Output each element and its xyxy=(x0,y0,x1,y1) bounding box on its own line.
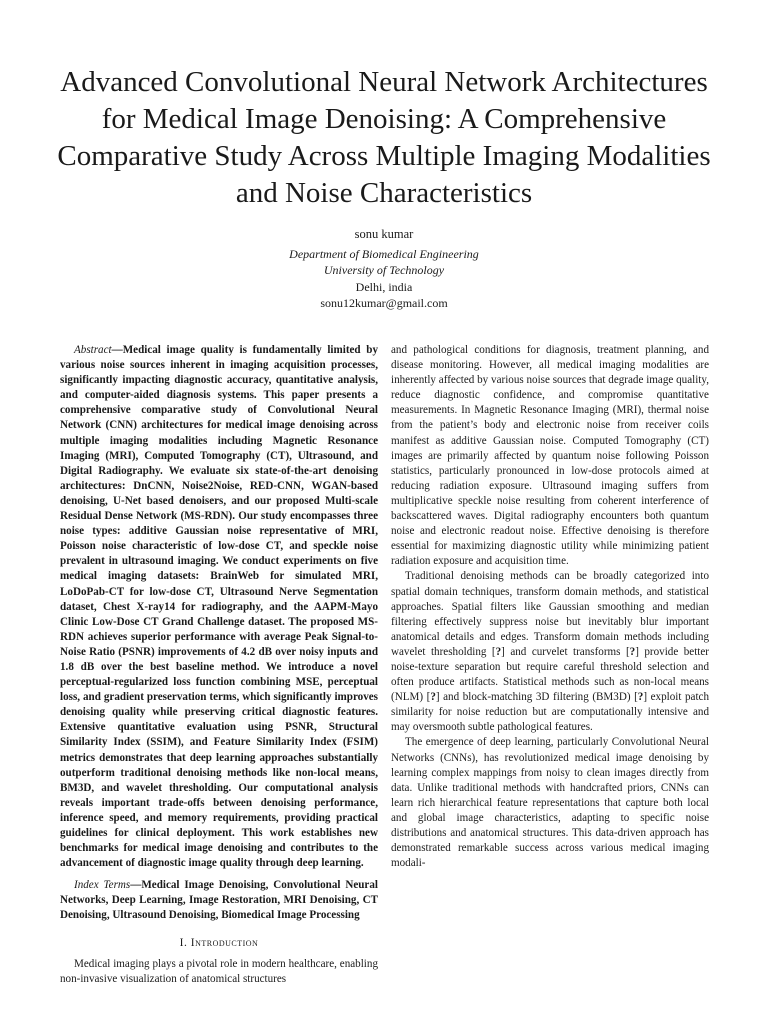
para2-text-d: ] and block-matching 3D filtering (BM3D) [ xyxy=(435,691,638,704)
intro-paragraph-1: Medical imaging plays a pivotal role in modern healthcare, enabling non-invasive visualization of anatomical structures xyxy=(60,957,378,985)
author-department: Department of Biomedical Engineering xyxy=(289,246,479,261)
abstract-label: Abstract xyxy=(74,344,112,356)
index-terms-text: —Medical Image Denoising, Convolutional Neural Networks, Deep Learning, Image Restoration, MRI Denoising, CT Denoising, Ultrasound Denoising, Biomedical Image Processing xyxy=(60,879,378,922)
section-title: Introduction xyxy=(190,936,259,949)
author-email[interactable]: sonu12kumar@gmail.com xyxy=(320,296,448,310)
left-column xyxy=(60,343,378,987)
intro-paragraph-1-continued: and pathological conditions for diagnosis, treatment planning, and disease monitoring. However, all medical imaging modalities are inherently affected by various noise sources that degrade image quality, reduce diagnostic confidence, and compromise quantitative measurements. In Magnetic Resonance Imaging (MRI), thermal noise from the patient’s body and electronic noise from receiver coils manifest as additive Gaussian noise. Computed Tomography (CT) images are primarily affected by quantum noise following Poisson statistics, particularly pronounced in low-dose protocols aimed at reducing radiation exposure. Ultrasound imaging suffers from multiplicative speckle noise resulting from coherent interference of backscattered waves. Digital radiography encounters both quantum noise and electronic readout noise. Effective denoising is therefore essential for maximizing diagnostic utility while minimizing patient radiation exposure and acquisition time. xyxy=(391,344,709,568)
para2-text-b: ] and curvelet transforms [ xyxy=(501,645,630,658)
author-block xyxy=(0,226,768,312)
right-column xyxy=(391,343,709,871)
para2-text-a: Traditional denoising methods can be broadly categorized into spatial domain techniques, transform domain methods, and statistical approaches. Spatial filters like Gaussian smoothing and median filtering effectively suppress noise but inevitably blur important anatomical details and edges. Transform domain methods including wavelet thresholding [ xyxy=(391,570,709,658)
author-location: Delhi, india xyxy=(355,279,413,294)
paper-title: Advanced Convolutional Neural Network Architectures for Medical Image Denoising: A Comprehensive Comparative Study Across Multiple Imaging Modalities and Noise Characteristics xyxy=(57,66,711,209)
index-terms-label: Index Terms xyxy=(74,879,131,892)
author-name: sonu kumar xyxy=(354,227,414,241)
abstract-text: —Medical image quality is fundamentally limited by various noise sources inherent in imaging acquisition processes, significantly impacting diagnostic accuracy, quantitative analysis, and computer-aided diagnosis systems. This paper presents a comprehensive comparative study of Convolutional Neural Network (CNN) architectures for medical image denoising across multiple imaging modalities including Magnetic Resonance Imaging (MRI), Computed Tomography (CT), Ultrasound, and Digital Radiography. We evaluate six state-of-the-art denoising architectures: DnCNN, Noise2Noise, RED-CNN, WGAN-based denoising, U-Net based denoisers, and our proposed Multi-scale Residual Dense Network (MS-RDN). Our study encompasses three noise types: additive Gaussian noise representative of MRI, Poisson noise characteristic of low-dose CT, and speckle noise prevalent in ultrasound imaging. We conduct experiments on five medical imaging datasets: BrainWeb for simulated MRI, LoDoPab-CT for low-dose CT, Ultrasound Nerve Segmentation dataset, Chest X-ray14 for radiography, and the AAPM-Mayo Clinic Low-Dose CT Grand Challenge dataset. The proposed MS-RDN achieves superior performance with average Peak Signal-to-Noise Ratio (PSNR) improvements of 4.2 dB over noisy inputs and 1.8 dB over the best baseline method. We introduce a novel perceptual-regularized loss function combining MSE, perceptual loss, and gradient preservation terms, which significantly improves denoising quality while preserving critical diagnostic features. Extensive quantitative evaluation using PSNR, Structural Similarity Index (SSIM), and Feature Similarity Index (FSIM) metrics demonstrates that deep learning approaches substantially outperform traditional denoising methods like non-local means, BM3D, and wavelet thresholding. Our computational analysis reveals important trade-offs between denoising performance, inference speed, and memory requirements, providing practical guidelines for clinical deployment. This work establishes new benchmarks for medical image denoising and contributes to the advancement of diagnostic image quality through deep learning. xyxy=(60,344,378,870)
para2-text-c: ] provide better noise-texture separation but require careful threshold selection and often produce artifacts. Statistical methods such as non-local means (NLM) [ xyxy=(391,645,709,704)
section-number: I. xyxy=(179,936,188,949)
intro-paragraph-3: The emergence of deep learning, particularly Convolutional Neural Networks (CNNs), has revolutionized medical image denoising by learning complex mappings from noisy to clean images directly from data. Unlike traditional methods with handcrafted priors, CNNs can learn rich hierarchical feature representations that capture both local and global image characteristics, adapting to specific noise distributions and anatomical structures. This data-driven approach has demonstrated remarkable success across various medical imaging modali- xyxy=(391,736,709,870)
index-terms xyxy=(60,878,378,923)
citation-link[interactable]: ? xyxy=(495,645,502,658)
author-university: University of Technology xyxy=(323,263,445,277)
intro-paragraph-2 xyxy=(391,569,709,735)
citation-link[interactable]: ? xyxy=(629,645,636,658)
section-heading-introduction xyxy=(60,936,378,951)
citation-link[interactable]: ? xyxy=(637,691,644,704)
citation-link[interactable]: ? xyxy=(430,691,436,704)
para2-text-e: ] exploit patch similarity for noise reduction but are computationally intensive and may oversmooth subtle pathological features. xyxy=(391,691,710,734)
abstract xyxy=(60,343,378,871)
